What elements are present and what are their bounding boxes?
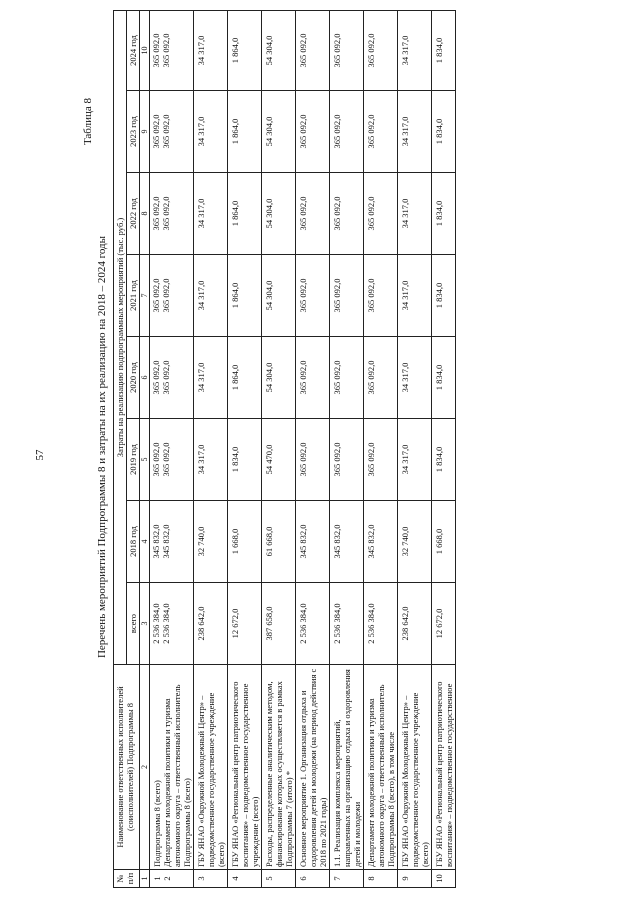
row-name: ГБУ ЯНАО «Окружной Молодежный Центр» – подведомственное государственное учреждение (всего) [194, 665, 228, 870]
cell-year: 345 832,0 [330, 501, 364, 583]
expenditure-table [113, 10, 456, 888]
cell-year: 32 740,0 [398, 501, 432, 583]
column-number: 5 [140, 419, 150, 501]
cell-year: 1 834,0 [228, 419, 262, 501]
table-row [150, 10, 194, 887]
column-number: 1 [140, 870, 150, 888]
cell-year: 365 092,0 [364, 91, 398, 173]
cell-year: 365 092,0 [364, 255, 398, 337]
cell-value: 345 832,0 [151, 524, 161, 559]
cell-year: 54 304,0 [262, 10, 296, 90]
header-year: 2021 год [127, 255, 140, 337]
cell-year: 365 092,0 [330, 337, 364, 419]
cell-year: 365 092,0 [364, 173, 398, 255]
row-name [150, 665, 194, 870]
header-costs-group: Затраты на реализацию подпрограммных мероприятий (тыс. руб.) [114, 10, 127, 664]
cell-value: 365 092,0 [151, 114, 161, 149]
cell-year: 54 304,0 [262, 255, 296, 337]
table-row [398, 10, 432, 887]
cell-year: 365 092,0 [330, 255, 364, 337]
cell-total [150, 583, 194, 665]
row-name: Расходы, распределенные аналитическим методом, финансирование которых осуществляется в рамках Подпрограммы 7 (итого) * [262, 665, 296, 870]
table-row [228, 10, 262, 887]
column-number: 7 [140, 255, 150, 337]
cell-year: 1 668,0 [228, 501, 262, 583]
cell-year: 345 832,0 [364, 501, 398, 583]
document-title: Перечень мероприятий Подпрограммы 8 и затраты на их реализацию на 2018 – 2024 годы [96, 235, 108, 659]
row-number-value: 1 [152, 876, 162, 881]
cell-year: 1 834,0 [432, 10, 456, 90]
cell-value: 365 092,0 [151, 196, 161, 231]
row-name: ГБУ ЯНАО «Региональный центр патриотического воспитания» – подведомственное государственное [432, 665, 456, 870]
row-name: Основное мероприятие 1. Организация отдыха и оздоровления детей и молодежи (на период действия с 2018 по 2021 годы) [296, 665, 330, 870]
cell-year: 34 317,0 [398, 173, 432, 255]
header-total: всего [127, 583, 140, 665]
cell-total: 238 642,0 [398, 583, 432, 665]
cell-value: 365 092,0 [160, 196, 171, 231]
cell-year: 365 092,0 [296, 91, 330, 173]
table-row [330, 10, 364, 887]
cell-year: 34 317,0 [194, 419, 228, 501]
page-number: 57 [34, 449, 46, 461]
table-row [364, 10, 398, 887]
cell-year [150, 10, 194, 90]
row-number: 3 [194, 870, 228, 888]
cell-total: 238 642,0 [194, 583, 228, 665]
row-number: 8 [364, 870, 398, 888]
cell-year: 1 864,0 [228, 91, 262, 173]
row-number [150, 870, 194, 888]
cell-value: 2 536 384,0 [160, 603, 171, 644]
cell-year: 365 092,0 [330, 91, 364, 173]
cell-value: 365 092,0 [160, 442, 171, 477]
cell-year: 34 317,0 [194, 255, 228, 337]
header-year: 2023 год [127, 91, 140, 173]
cell-year: 1 864,0 [228, 10, 262, 90]
row-name: ГБУ ЯНАО «Региональный центр патриотического воспитания» – подведомственное государственное учреждение (всего) [228, 665, 262, 870]
cell-year: 54 304,0 [262, 337, 296, 419]
cell-year: 1 834,0 [432, 91, 456, 173]
cell-value: 365 092,0 [160, 278, 171, 313]
cell-year: 1 668,0 [432, 501, 456, 583]
table-row [432, 10, 456, 887]
header-year: 2018 год [127, 501, 140, 583]
table-row [296, 10, 330, 887]
cell-total: 12 672,0 [228, 583, 262, 665]
cell-year: 1 834,0 [432, 255, 456, 337]
cell-total: 2 536 384,0 [364, 583, 398, 665]
table-row [194, 10, 228, 887]
cell-year [150, 173, 194, 255]
cell-year: 34 317,0 [398, 10, 432, 90]
row-number: 10 [432, 870, 456, 888]
cell-value: 365 092,0 [151, 278, 161, 313]
row-number: 5 [262, 870, 296, 888]
cell-value: 365 092,0 [151, 442, 161, 477]
row-name-text: Подпрограмма 8 (всего) [152, 780, 162, 867]
cell-year: 365 092,0 [296, 337, 330, 419]
cell-total: 2 536 384,0 [296, 583, 330, 665]
cell-year: 365 092,0 [364, 419, 398, 501]
column-number-row [140, 10, 150, 887]
column-number: 10 [140, 10, 150, 90]
column-number: 4 [140, 501, 150, 583]
row-name-text: Департамент молодежной политики и туризма автономного округа – ответственный исполнитель Подпрограммы 8 (всего) [162, 684, 192, 867]
row-name: ГБУ ЯНАО «Окружной Молодежный Центр» – подведомственное государственное учреждение (всего) [398, 665, 432, 870]
column-number: 3 [140, 583, 150, 665]
cell-year: 54 470,0 [262, 419, 296, 501]
cell-value: 345 832,0 [160, 524, 171, 559]
cell-year: 365 092,0 [364, 337, 398, 419]
column-number: 2 [140, 665, 150, 870]
cell-value: 365 092,0 [151, 360, 161, 395]
cell-year: 1 864,0 [228, 255, 262, 337]
cell-year: 1 834,0 [432, 173, 456, 255]
cell-year: 34 317,0 [398, 91, 432, 173]
cell-year: 365 092,0 [296, 255, 330, 337]
cell-year: 365 092,0 [364, 10, 398, 90]
cell-total: 2 536 384,0 [330, 583, 364, 665]
cell-year: 34 317,0 [398, 255, 432, 337]
header-year: 2022 год [127, 173, 140, 255]
cell-year: 54 304,0 [262, 91, 296, 173]
cell-year: 1 864,0 [228, 173, 262, 255]
header-year: 2019 год [127, 419, 140, 501]
cell-year [150, 91, 194, 173]
header-name: Наименование ответственных исполнителей (соисполнителей) Подпрограммы 8 [114, 665, 140, 870]
cell-year: 365 092,0 [330, 419, 364, 501]
header-year: 2024 год [127, 10, 140, 90]
cell-year: 365 092,0 [296, 173, 330, 255]
cell-total: 12 672,0 [432, 583, 456, 665]
cell-value: 365 092,0 [160, 114, 171, 149]
column-number: 8 [140, 173, 150, 255]
row-number: 7 [330, 870, 364, 888]
cell-value: 365 092,0 [160, 33, 171, 68]
row-number: 4 [228, 870, 262, 888]
cell-year: 34 317,0 [194, 91, 228, 173]
row-name: 1.1. Реализация комплекса мероприятий, направленных на организацию отдыха и оздоровления детей и молодежи [330, 665, 364, 870]
row-name: Департамент молодежной политики и туризма автономного округа – ответственный исполнитель Подпрограммы 8 (всего), в том числе [364, 665, 398, 870]
table-label: Таблица 8 [82, 98, 94, 146]
column-number: 6 [140, 337, 150, 419]
cell-value: 365 092,0 [151, 33, 161, 68]
cell-year [150, 337, 194, 419]
cell-year: 1 834,0 [432, 337, 456, 419]
header-num: № п/п [114, 870, 140, 888]
cell-year: 345 832,0 [296, 501, 330, 583]
row-number: 6 [296, 870, 330, 888]
cell-year: 365 092,0 [296, 419, 330, 501]
row-number-value: 2 [162, 876, 172, 881]
cell-year: 32 740,0 [194, 501, 228, 583]
cell-year: 34 317,0 [194, 173, 228, 255]
cell-value: 365 092,0 [160, 360, 171, 395]
header-year: 2020 год [127, 337, 140, 419]
cell-year: 54 304,0 [262, 173, 296, 255]
row-number: 9 [398, 870, 432, 888]
cell-year: 365 092,0 [296, 10, 330, 90]
cell-year: 1 834,0 [432, 419, 456, 501]
cell-year [150, 255, 194, 337]
cell-year: 34 317,0 [194, 337, 228, 419]
cell-total: 387 658,0 [262, 583, 296, 665]
cell-year: 61 668,0 [262, 501, 296, 583]
cell-year [150, 419, 194, 501]
cell-year: 34 317,0 [398, 419, 432, 501]
cell-year: 1 864,0 [228, 337, 262, 419]
cell-year: 34 317,0 [194, 10, 228, 90]
cell-year: 365 092,0 [330, 10, 364, 90]
table-row [262, 10, 296, 887]
cell-year [150, 501, 194, 583]
cell-year: 365 092,0 [330, 173, 364, 255]
cell-value: 2 536 384,0 [151, 603, 161, 644]
column-number: 9 [140, 91, 150, 173]
cell-year: 34 317,0 [398, 337, 432, 419]
